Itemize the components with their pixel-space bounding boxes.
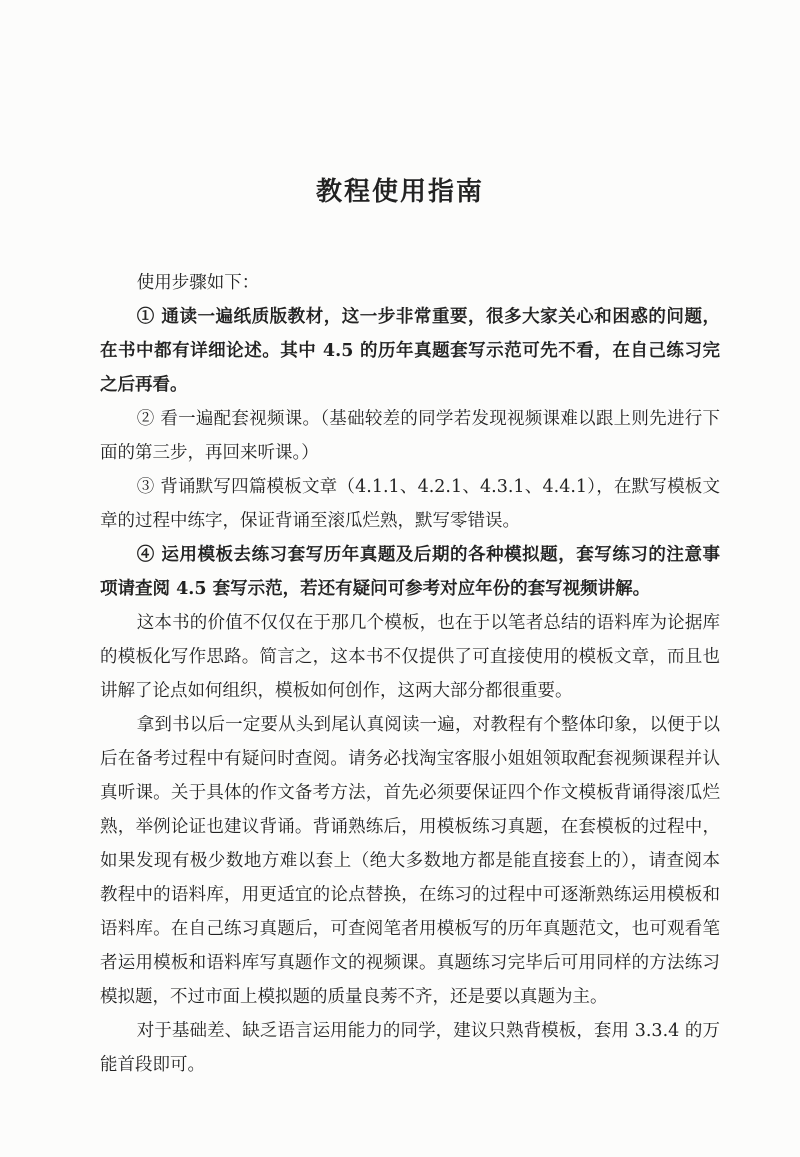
weak-students-paragraph: 对于基础差、缺乏语言运用能力的同学，建议只熟背模板，套用 3.3.4 的万能首段即可。 xyxy=(100,1021,720,1075)
step-4-paragraph: ④ 运用模板去练习套写历年真题及后期的各种模拟题，套写练习的注意事项请查阅 4.5 套写示范，若还有疑问可参考对应年份的套写视频讲解。 xyxy=(100,545,720,599)
method-paragraph: 拿到书以后一定要从头到尾认真阅读一遍，对教程有个整体印象，以便于以后在备考过程中有疑问时查阅。请务必找淘宝客服小姐姐领取配套视频课程并认真听课。关于具体的作文备考方法，首先必须要保证四个作文模板背诵得滚瓜烂熟，举例论证也建议背诵。背诵熟练后，用模板练习真题，在套模板的过程中，如果发现有极少数地方难以套上（绝大多数地方都是能直接套上的），请查阅本教程中的语料库，用更适宜的论点替换，在练习的过程中可逐渐熟练运用模板和语料库。在自己练习真题后，可查阅笔者用模板写的历年真题范文，也可观看笔者运用模板和语料库写真题作文的视频课。真题练习完毕后可用同样的方法练习模拟题，不过市面上模拟题的质量良莠不齐，还是要以真题为主。 xyxy=(100,715,720,1007)
step-2-paragraph: ② 看一遍配套视频课。（基础较差的同学若发现视频课难以跟上则先进行下面的第三步，再回来听课。） xyxy=(100,409,720,463)
step-3-paragraph: ③ 背诵默写四篇模板文章（4.1.1、4.2.1、4.3.1、4.4.1），在默写模板文章的过程中练字，保证背诵至滚瓜烂熟，默写零错误。 xyxy=(100,477,720,531)
document-body xyxy=(100,266,720,1082)
page-title: 教程使用指南 xyxy=(315,177,484,207)
value-paragraph: 这本书的价值不仅仅在于那几个模板，也在于以笔者总结的语料库为论据库的模板化写作思路。简言之，这本书不仅提供了可直接使用的模板文章，而且也讲解了论点如何组织，模板如何创作，这两大部分都很重要。 xyxy=(100,613,720,701)
intro-paragraph: 使用步骤如下： xyxy=(136,273,260,293)
step-1-paragraph: ① 通读一遍纸质版教材，这一步非常重要，很多大家关心和困惑的问题，在书中都有详细论述。其中 4.5 的历年真题套写示范可先不看，在自己练习完之后再看。 xyxy=(100,307,720,395)
